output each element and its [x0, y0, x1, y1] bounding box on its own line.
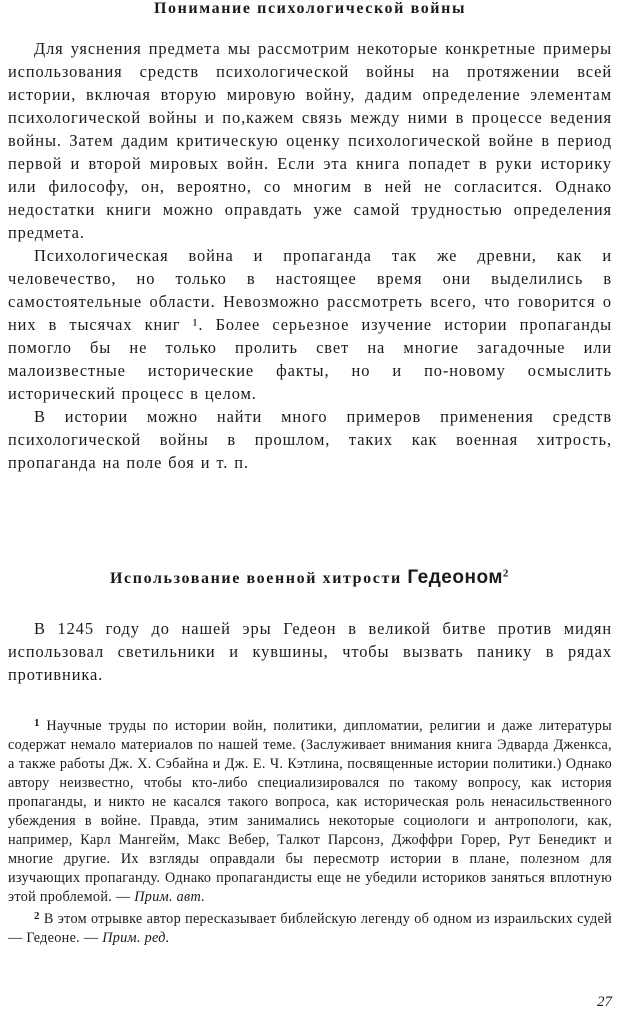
paragraph-3: В истории можно найти много примеров применения средств психологической войны в прошлом, таких как военная хитрость, пропаганда на поле боя и т. п. — [8, 407, 612, 472]
section-heading-gideon — [0, 567, 620, 589]
footnote-ref-2: 2 — [502, 567, 510, 580]
footnote-mark: 1 — [34, 717, 40, 729]
section1-text — [8, 37, 612, 474]
heading-text: Использование военной хитрости — [110, 570, 402, 587]
footnote-text: Научные труды по истории войн, политики, дипломатии, религии и даже литературы содержат немало материалов по нашей теме. (Заслуживает внимания книга Эдварда Дженкса, а также работы Дж. Х. Сэбайна и Дж. Е. Ч. Кэтлина, посвященные истории политики.) Однако автору неизвестно, чтобы кто-либо специализировался по такому вопросу, как история пропаганды, и никто не касался такого вопроса, как историческая роль ненасильственного убеждения в войне. Правда, этим занимались некоторые социологи и антропологи, как, например, Карл Мангейм, Макс Вебер, Талкот Парсонз, Джоффри Горер, Рут Бенедикт и многие другие. Их взгляды оправдали бы пересмотр истории в плане, полезном для изучающих пропаганду. Однако пропагандисты еще не убедили историков заняться вплотную этой проблемой. — — [8, 718, 612, 905]
footnotes — [8, 714, 612, 948]
paragraph-1: Для уяснения предмета мы рассмотрим некоторые конкретные примеры использования средств психологической войны на протяжении всей истории, включая вторую мировую войну, дадим определение элементам психологической войны и по,кажем связь между ними в процессе ведения войны. Затем дадим критическую оценку психологической войне в период первой и второй мировых войн. Если эта книга попадет в руки историку или философу, он, вероятно, со многим в ней не согласится. Однако недостатки книги можно оправдать уже самой трудностью определения предмета. — [8, 39, 612, 242]
paragraph-gideon: В 1245 году до нашей эры Гедеон в великой битве против мидян использовал светильники и кувшины, чтобы вызвать панику в рядах противника. — [8, 619, 612, 684]
footnote-1 — [8, 714, 612, 907]
heading-name: Гедеоном — [407, 567, 503, 588]
footnote-attribution: Прим. авт. — [134, 889, 206, 905]
paragraph-2: Психологическая война и пропаганда так же древни, как и человечество, но только в настоящее время они выделились в самостоятельные области. Невозможно рассмотреть всего, что говорится о них в тысячах книг ¹. Более серьезное изучение истории пропаганды помогло бы не только пролить свет на многие загадочные или малоизвестные исторические факты, но и по-новому осмыслить исторический процесс в целом. — [8, 246, 612, 403]
page-number: 27 — [597, 994, 612, 1010]
section2-text — [8, 617, 612, 686]
footnote-attribution: Прим. ред. — [102, 930, 170, 946]
footnote-mark: 2 — [34, 910, 40, 922]
footnote-2 — [8, 907, 612, 948]
section-heading-psychological-war: Понимание психологической войны — [153, 0, 467, 17]
footnote-text: В этом отрывке автор пересказывает библейскую легенду об одном из израильских судей — Гедеоне. — — [8, 911, 612, 946]
